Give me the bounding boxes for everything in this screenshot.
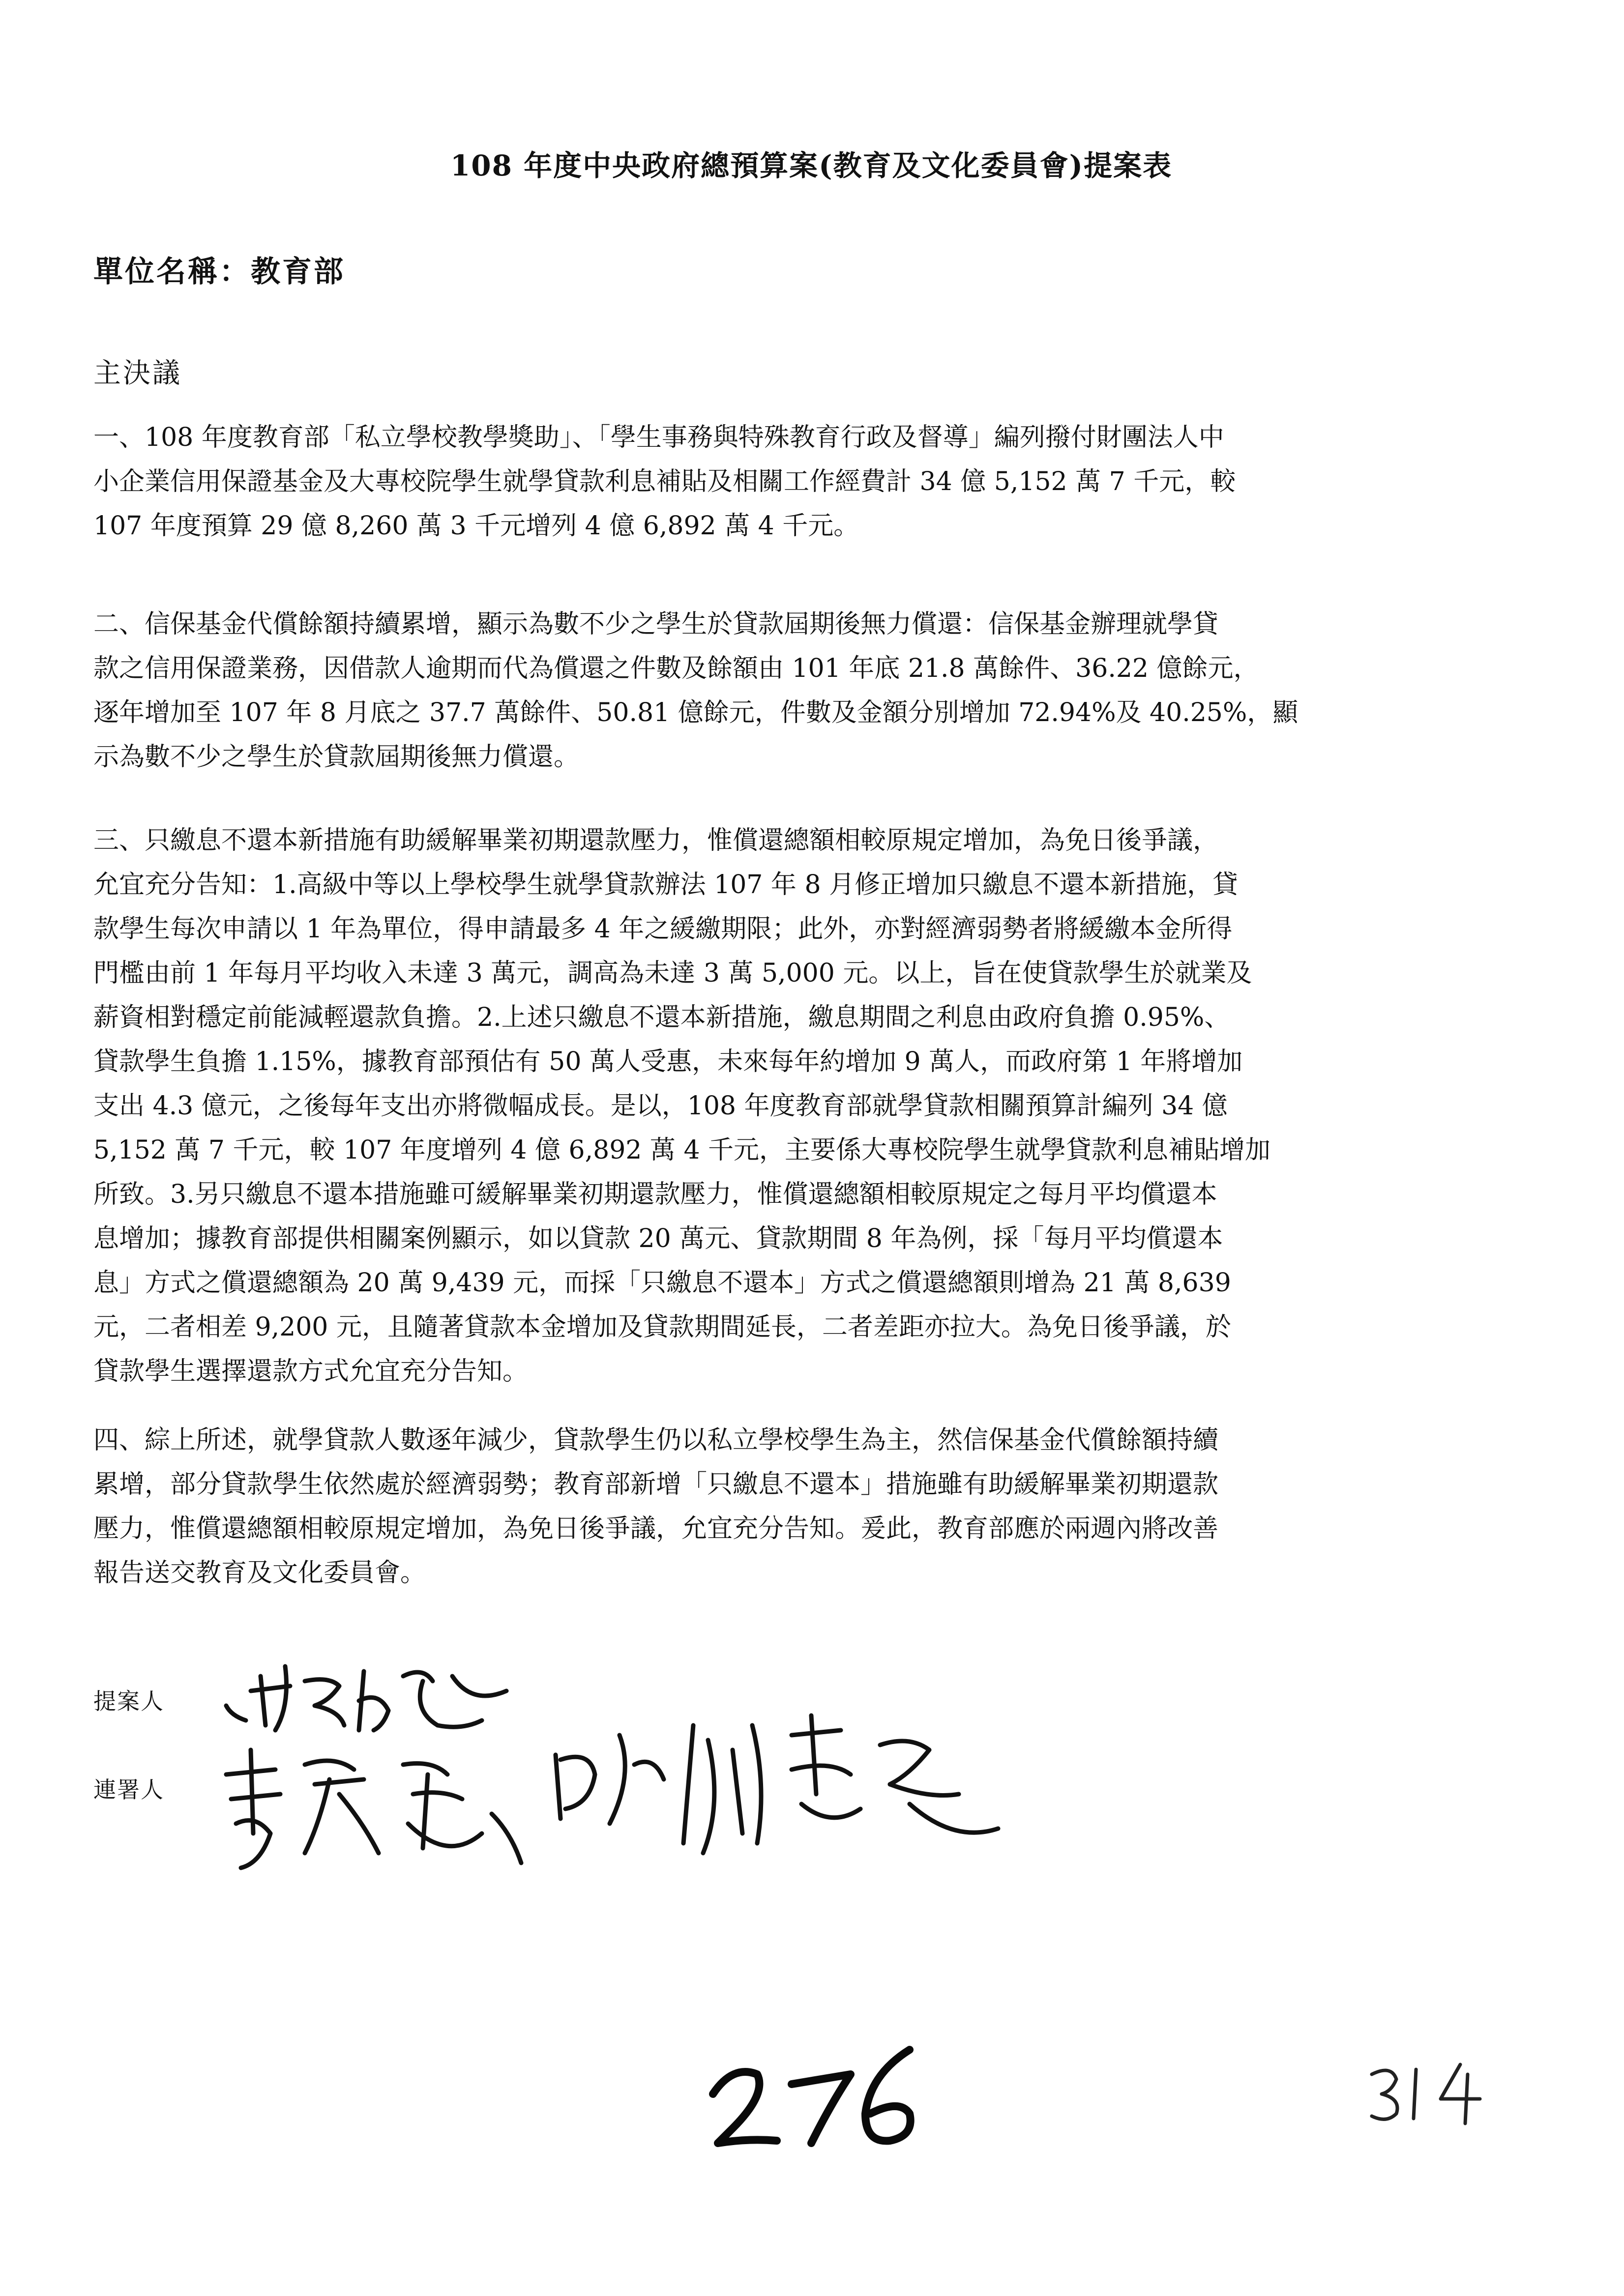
proposer-label: 提案人 xyxy=(93,1688,164,1715)
paragraph-line: 所致。3.另只繳息不還本措施雖可緩解畢業初期還款壓力，惟償還總額相較原規定之每月平均償還本 xyxy=(93,1180,1217,1209)
handwritten-corner-number xyxy=(1362,2055,1490,2130)
paragraph-line: 薪資相對穩定前能減輕還款負擔。2.上述只繳息不還本新措施，繳息期間之利息由政府負擔 0.95%、 xyxy=(93,1003,1230,1032)
proposer-signature xyxy=(216,1647,521,1745)
paragraph-line: 一、108 年度教育部「私立學校教學獎助」、「學生事務與特殊教育行政及督導」編列撥付財團法人中 xyxy=(93,423,1224,452)
paragraph-line: 四、綜上所述，就學貸款人數逐年減少，貸款學生仍以私立學校學生為主，然信保基金代償餘額持續 xyxy=(93,1425,1219,1455)
paragraph-4 xyxy=(93,1418,1534,1595)
paragraph-line: 貸款學生選擇還款方式允宜充分告知。 xyxy=(93,1357,529,1386)
paragraph-line: 門檻由前 1 年每月平均收入未達 3 萬元，調高為未達 3 萬 5,000 元。以上，旨在使貸款學生於就業及 xyxy=(93,959,1252,988)
paragraph-line: 小企業信用保證基金及大專校院學生就學貸款利息補貼及相關工作經費計 34 億 5,152 萬 7 千元，較 xyxy=(93,467,1236,496)
paragraph-line: 款之信用保證業務，因借款人逾期而代為償還之件數及餘額由 101 年底 21.8 萬餘件、36.22 億餘元， xyxy=(93,654,1259,683)
paragraph-1 xyxy=(93,415,1534,548)
resolution-heading: 主決議 xyxy=(93,357,182,389)
paragraph-line: 二、信保基金代償餘額持續累增，顯示為數不少之學生於貸款屆期後無力償還：信保基金辦理就學貸 xyxy=(93,610,1219,639)
paragraph-line: 5,152 萬 7 千元，較 107 年度增列 4 億 6,892 萬 4 千元，主要係大專校院學生就學貸款利息補貼增加 xyxy=(93,1135,1271,1165)
handwritten-page-number xyxy=(703,2035,929,2155)
paragraph-line: 報告送交教育及文化委員會。 xyxy=(93,1558,426,1588)
paragraph-line: 貸款學生負擔 1.15%，據教育部預估有 50 萬人受惠，未來每年約增加 9 萬人，而政府第 1 年將增加 xyxy=(93,1047,1243,1076)
paragraph-line: 款學生每次申請以 1 年為單位，得申請最多 4 年之緩繳期限；此外，亦對經濟弱勢者將緩繳本金所得 xyxy=(93,914,1233,944)
paragraph-line: 示為數不少之學生於貸款屆期後無力償還。 xyxy=(93,742,580,772)
paragraph-line: 息」方式之償還總額為 20 萬 9,439 元，而採「只繳息不還本」方式之償還總額則增為 21 萬 8,639 xyxy=(93,1268,1231,1298)
paragraph-line: 累增，部分貸款學生依然處於經濟弱勢；教育部新增「只繳息不還本」措施雖有助緩解畢業初期還款 xyxy=(93,1470,1219,1499)
unit-name: 單位名稱：教育部 xyxy=(93,255,345,289)
paragraph-line: 支出 4.3 億元，之後每年支出亦將微幅成長。是以，108 年度教育部就學貸款相關預算計編列 34 億 xyxy=(93,1091,1228,1121)
paragraph-line: 允宜充分告知：1.高級中等以上學校學生就學貸款辦法 107 年 8 月修正增加只繳息不還本新措施，貸 xyxy=(93,870,1239,900)
paragraph-line: 107 年度預算 29 億 8,260 萬 3 千元增列 4 億 6,892 萬 4 千元。 xyxy=(93,511,859,541)
cosigner-signature-1 xyxy=(216,1735,531,1883)
document-title: 108 年度中央政府總預算案(教育及文化委員會)提案表 xyxy=(450,149,1173,182)
paragraph-line: 逐年增加至 107 年 8 月底之 37.7 萬餘件、50.81 億餘元，件數及金額分別增加 72.94%及 40.25%，顯 xyxy=(93,698,1299,727)
paragraph-line: 元，二者相差 9,200 元，且隨著貸款本金增加及貸款期間延長，二者差距亦拉大。為免日後爭議，於 xyxy=(93,1312,1231,1342)
paragraph-line: 息增加；據教育部提供相關案例顯示，如以貸款 20 萬元、貸款期間 8 年為例，採「每月平均償還本 xyxy=(93,1224,1223,1253)
paragraph-3 xyxy=(93,818,1534,1394)
paragraph-2 xyxy=(93,602,1534,779)
cosigner-signature-2 xyxy=(536,1706,1008,1868)
paragraph-line: 壓力，惟償還總額相較原規定增加，為免日後爭議，允宜充分告知。爰此，教育部應於兩週內將改善 xyxy=(93,1514,1219,1543)
paragraph-line: 三、只繳息不還本新措施有助緩解畢業初期還款壓力，惟償還總額相較原規定增加，為免日後爭議， xyxy=(93,826,1219,855)
cosigner-label: 連署人 xyxy=(93,1776,164,1803)
